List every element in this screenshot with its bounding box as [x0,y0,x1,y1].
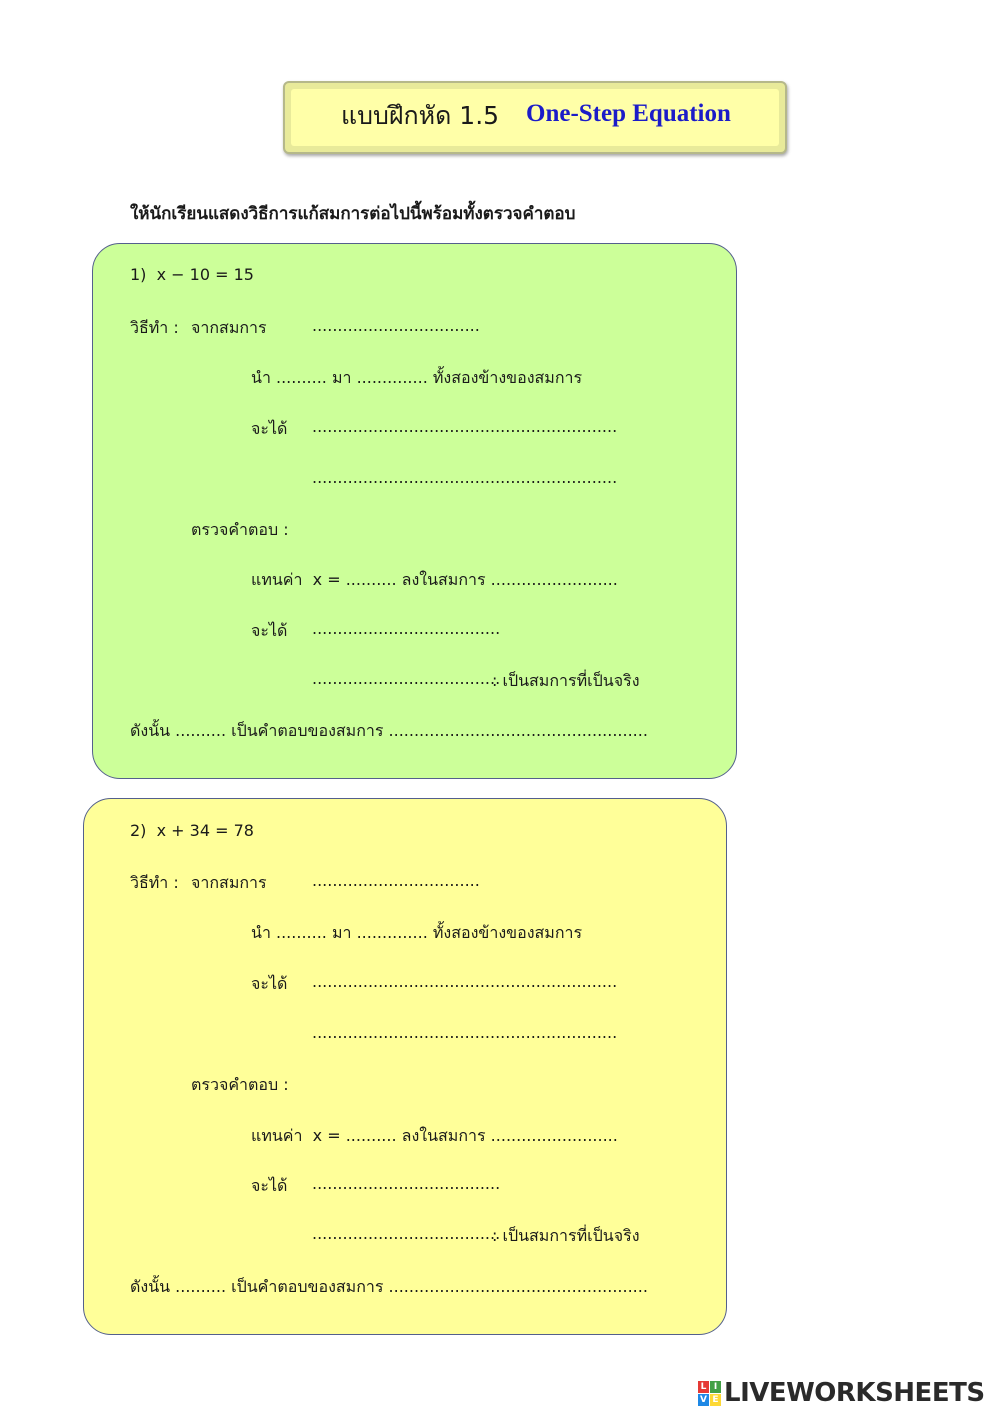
problem-2-answer-blank-3[interactable]: ..................................... [312,1174,501,1193]
problem-1-answer-blank-4[interactable]: ..................................... [312,669,501,688]
problem-2-get-label: จะได้ [251,974,288,993]
logo-mark-letter: E [710,1394,721,1406]
problem-2-answer-blank-from[interactable]: ................................. [312,871,480,890]
problem-1-conclusion[interactable]: ดังนั้น .......... เป็นคำตอบของสมการ ................................................... [130,721,648,740]
problem-1-answer-blank-from[interactable]: ................................. [312,316,480,335]
problem-1-get-label-2: จะได้ [251,621,288,640]
problem-1-equation: 1) x − 10 = 15 [130,265,254,284]
worksheet-title-english: One-Step Equation [526,100,731,127]
problem-2-check-label: ตรวจคำตอบ : [191,1075,289,1094]
problem-2-answer-blank-4[interactable]: ..................................... [312,1224,501,1243]
worksheet-title-thai: แบบฝึกหัด 1.5 [341,101,500,130]
problem-2-answer-blank-1[interactable]: ............................................................ [312,972,618,991]
problem-2-substitute-step[interactable]: แทนค่า x = .......... ลงในสมการ ......................... [251,1126,618,1145]
problem-2-equation: 2) x + 34 = 78 [130,821,254,840]
problem-1-answer-blank-2[interactable]: ............................................................ [312,468,618,487]
problem-2-from-equation: จากสมการ [191,873,267,892]
liveworksheets-logo-text: LIVEWORKSHEETS [724,1378,985,1408]
liveworksheets-logo-mark-icon [698,1381,721,1406]
problem-1-get-label: จะได้ [251,419,288,438]
problem-1-substitute-step[interactable]: แทนค่า x = .......... ลงในสมการ ......................... [251,570,618,589]
problem-1-check-label: ตรวจคำตอบ : [191,520,289,539]
problem-2-get-label-2: จะได้ [251,1176,288,1195]
logo-mark-letter: L [698,1381,709,1393]
problem-2-true-equation-note: : เป็นสมการที่เป็นจริง [492,1226,640,1245]
problem-1-method-label: วิธีทำ : [130,318,179,337]
problem-1-answer-blank-1[interactable]: ............................................................ [312,417,618,436]
problem-1-bring-step[interactable]: นำ .......... มา .............. ทั้งสองข้างของสมการ [251,368,583,387]
logo-mark-letter: I [710,1381,721,1393]
instruction-text: ให้นักเรียนแสดงวิธีการแก้สมการต่อไปนี้พร้อมทั้งตรวจคำตอบ [130,204,576,224]
problem-1-answer-blank-3[interactable]: ..................................... [312,619,501,638]
problem-2-conclusion[interactable]: ดังนั้น .......... เป็นคำตอบของสมการ ................................................... [130,1277,648,1296]
problem-2-answer-blank-2[interactable]: ............................................................ [312,1023,618,1042]
logo-mark-letter: V [698,1394,709,1406]
liveworksheets-logo [698,1380,985,1406]
problem-1-true-equation-note: : เป็นสมการที่เป็นจริง [492,671,640,690]
problem-2-method-label: วิธีทำ : [130,873,179,892]
problem-1-from-equation: จากสมการ [191,318,267,337]
problem-2-bring-step[interactable]: นำ .......... มา .............. ทั้งสองข้างของสมการ [251,923,583,942]
